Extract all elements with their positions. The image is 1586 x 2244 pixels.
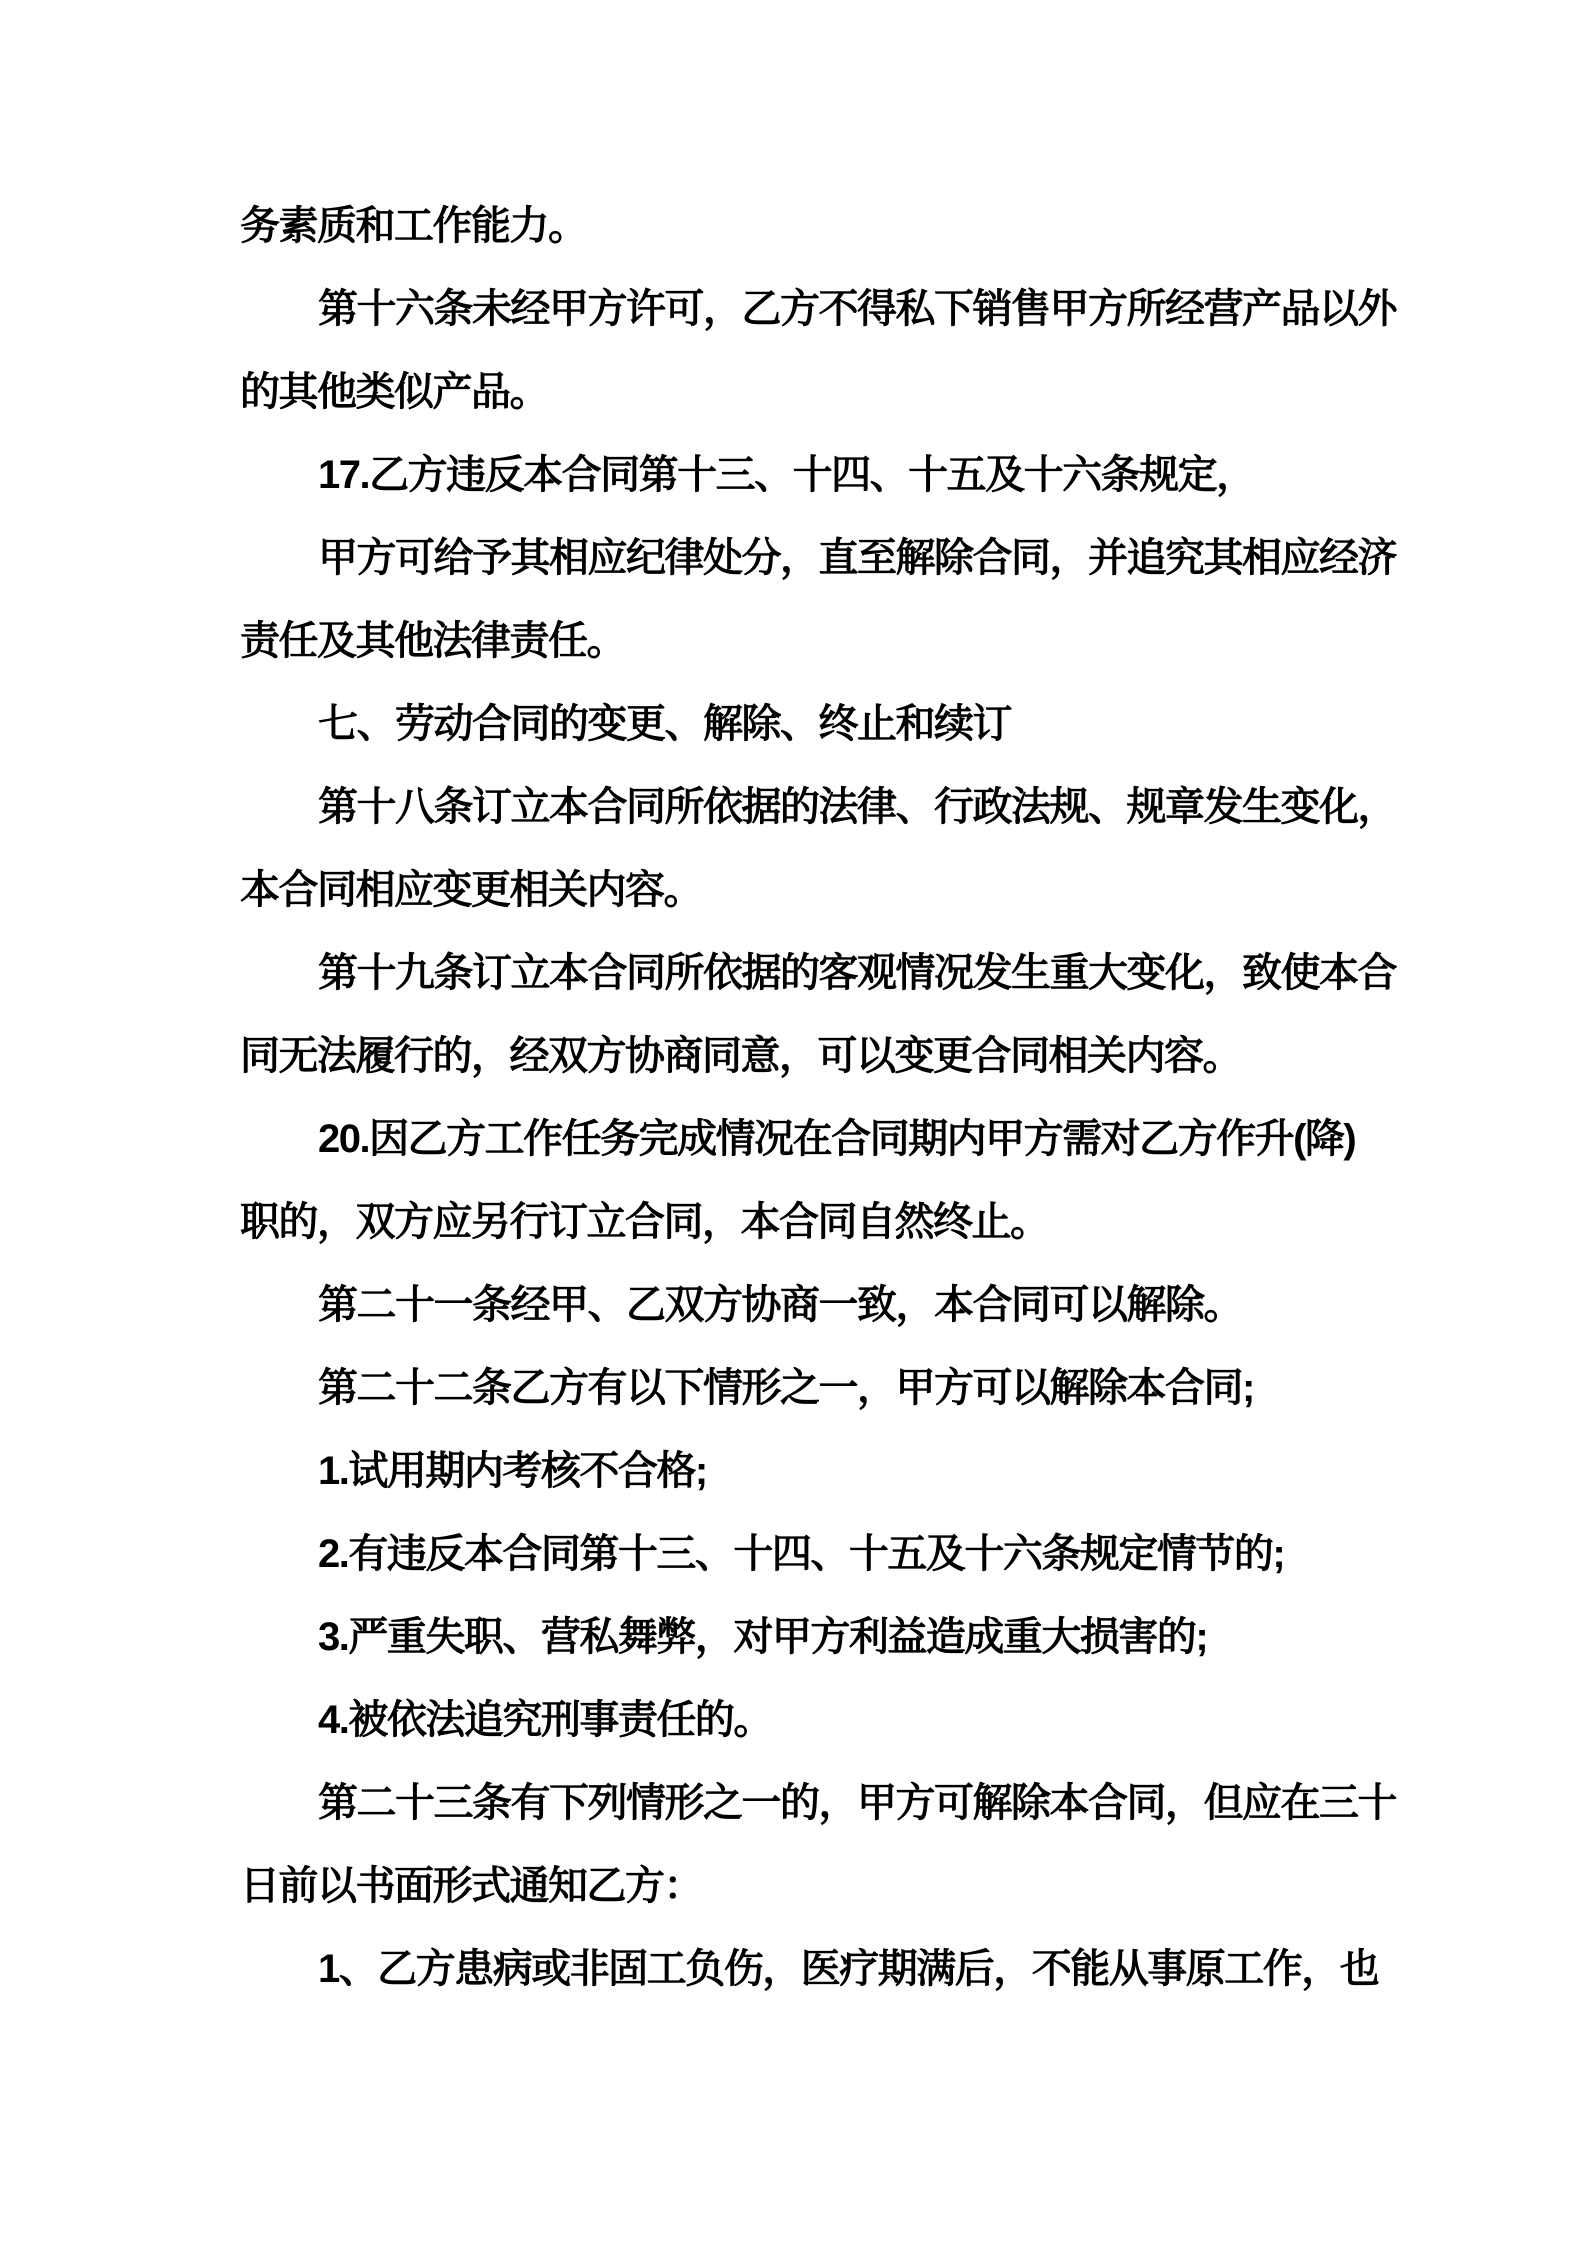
contract-line-6: 责任及其他法律责任。	[240, 619, 625, 663]
contract-line-7: 七、劳动合同的变更、解除、终止和续订	[318, 702, 1011, 746]
contract-line-11: 同无法履行的，经双方协商同意，可以变更合同相关内容。	[240, 1034, 1241, 1078]
contract-line-17: 2.有违反本合同第十三、十四、十五及十六条规定情节的;	[318, 1532, 1285, 1576]
contract-text-block	[240, 185, 1396, 2011]
contract-line-18: 3.严重失职、营私舞弊，对甲方利益造成重大损害的;	[318, 1615, 1208, 1659]
contract-line-21: 日前以书面形式通知乙方：	[240, 1864, 702, 1908]
contract-line-9: 本合同相应变更相关内容。	[240, 868, 702, 912]
contract-line-19: 4.被依法追究刑事责任的。	[318, 1698, 772, 1742]
contract-line-20: 第二十三条有下列情形之一的，甲方可解除本合同，但应在三十	[318, 1781, 1396, 1825]
contract-line-2: 第十六条未经甲方许可，乙方不得私下销售甲方所经营产品以外	[318, 287, 1396, 331]
contract-line-16: 1.试用期内考核不合格;	[318, 1449, 707, 1493]
contract-line-8: 第十八条订立本合同所依据的法律、行政法规、规章发生变化，	[318, 785, 1396, 829]
contract-line-15: 第二十二条乙方有以下情形之一，甲方可以解除本合同;	[318, 1366, 1254, 1410]
contract-line-14: 第二十一条经甲、乙双方协商一致，本合同可以解除。	[318, 1283, 1242, 1327]
contract-line-1: 务素质和工作能力。	[240, 204, 587, 248]
contract-line-13: 职的，双方应另行订立合同，本合同自然终止。	[240, 1200, 1049, 1244]
contract-line-22: 1、乙方患病或非固工负伤，医疗期满后，不能从事原工作，也	[318, 1947, 1379, 1991]
contract-line-4: 17.乙方违反本合同第十三、十四、十五及十六条规定，	[318, 453, 1255, 497]
contract-line-12: 20.因乙方工作任务完成情况在合同期内甲方需对乙方作升(降)	[318, 1117, 1356, 1161]
contract-line-3: 的其他类似产品。	[240, 370, 548, 414]
contract-line-5: 甲方可给予其相应纪律处分，直至解除合同，并追究其相应经济	[318, 536, 1396, 580]
contract-line-10: 第十九条订立本合同所依据的客观情况发生重大变化，致使本合	[318, 951, 1396, 995]
